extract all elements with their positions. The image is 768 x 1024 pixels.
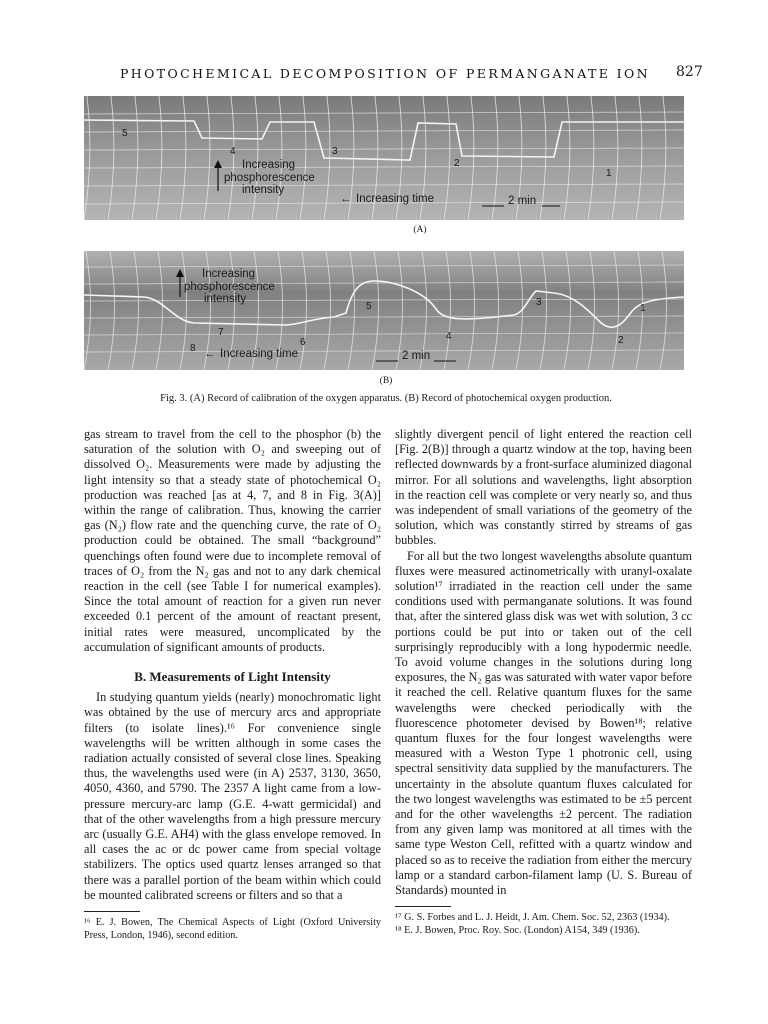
footnote-rule-left (84, 911, 140, 912)
marker-b-3: 3 (536, 297, 542, 308)
intensity-label-b-1: Increasing (202, 268, 256, 280)
intensity-label-a-2: phosphorescence (224, 172, 315, 184)
marker-b-1: 1 (640, 303, 646, 314)
footnote-17: ¹⁷ G. S. Forbes and L. J. Heidt, J. Am. Chem. Soc. 52, 2363 (1934). (395, 912, 670, 924)
running-head: PHOTOCHEMICAL DECOMPOSITION OF PERMANGANATE ION (120, 66, 650, 81)
left-paragraph-1: gas stream to travel from the cell to the phosphor (b) the saturation of the solution with O₂ and sweeping out of dissolved O₂. Measurements were made by adjusting the light intensity so that a steady state of photochemical O₂ production was reached [as at 4, 7, and 8 in Fig. 3(A)] within the range of calibration. Thus, knowing the carrier gas (N₂) flow rate and the quenching curve, the rate of O₂ production could be obtained. The small “background” quenchings often found were due to incomplete removal of traces of O₂ from the N₂ gas and not to any dark chemical reaction in the cell (see Table I for numerical examples). Since the total amount of reaction for a given run never exceeded 0.1 percent of the amount of reactant present, initial rates were measured, uncomplicated by the accumulation of significant amounts of products. (84, 427, 381, 654)
marker-b-6: 6 (300, 337, 306, 348)
left-column (84, 427, 381, 942)
intensity-label-b-3: intensity (204, 293, 247, 305)
scale-label-b: 2 min (402, 350, 431, 362)
chart-record-a (84, 96, 684, 220)
time-arrow-b: ← (204, 348, 216, 360)
left-paragraph-2: In studying quantum yields (nearly) monochromatic light was obtained by the use of mercury arcs and appropriate filters (to isolate lines).¹⁶ For convenience single wavelengths will be written although in some cases the radiation actually consisted of several close lines. Speaking thus, the wavelengths used were (in A) 2537, 3130, 3650, 4050, 4360, and 5790. The 2357 A light came from a low-pressure mercury-arc lamp (G.E. 4-watt germicidal) and that of the other wavelengths from a high pressure mercury arc (usually G.E. AH4) with the glass envelope removed. In all cases the ac or dc power came from special voltage stabilizers. The optics used quartz lenses arranged so that there was a parallel portion of the beam within which could be mounted calibrated screens or filters and so that a (84, 690, 381, 902)
marker-a-4: 4 (230, 146, 236, 157)
time-arrow-a: ← (340, 193, 352, 205)
intensity-label-a-1: Increasing (242, 159, 296, 171)
intensity-label-b-2: phosphorescence (184, 281, 275, 293)
right-paragraph-1: slightly divergent pencil of light entered the reaction cell [Fig. 2(B)] through a quartz window at the top, having been reflected downwards by a front-surface aluminized diagonal mirror. For all solutions and wavelengths, light absorption in the reaction cell was complete or very nearly so, and thus was independent of small variations of the geometry of the solution, which was constantly stirred by streams of gas bubbles. (395, 427, 692, 548)
figure-panel-b (84, 251, 684, 370)
right-paragraph-2: For all but the two longest wavelengths absolute quantum fluxes were measured actinometrically with uranyl-oxalate solution¹⁷ irradiated in the reaction cell under the same conditions used with permanganate solutions. It was found that, after the sintered glass disk was wet with solution, 3 cc portions could be put into or taken out of the cell surprisingly reproducibly with a long hypodermic needle. To avoid volume changes in the solutions during long exposures, the N₂ gas was saturated with water vapor before it reached the cell. Relative quantum fluxes for the same wavelengths were checked periodically with the fluorescence photometer devised by Bowen¹⁸; relative quantum fluxes for the four longest wavelengths were measured with a Weston Type 1 photronic cell, using spectral sensitivity data supplied by the manufacturers. The uncertainty in the absolute quantum fluxes calculated for the two longest wavelengths was estimated to be ±5 percent and for the other wavelengths ±2 percent. The radiation from any given lamp was monitored at all times with the same type Weston Cell, refitted with a quartz window and placed so as to receive the radiation from either the mercury lamp or a standard carbon-filament lamp (U. S. Bureau of Standards) mounted in (395, 548, 692, 898)
intensity-label-a-3: intensity (242, 184, 285, 196)
marker-b-4: 4 (446, 331, 452, 342)
marker-a-2: 2 (454, 158, 460, 169)
marker-b-8: 8 (190, 343, 196, 354)
figure-panel-a (84, 96, 684, 220)
right-column (395, 427, 692, 937)
marker-b-5: 5 (366, 301, 372, 312)
footnote-rule-right (395, 906, 451, 907)
time-label-a: Increasing time (356, 193, 434, 205)
marker-b-2: 2 (618, 335, 624, 346)
section-heading: B. Measurements of Light Intensity (134, 669, 331, 685)
marker-a-1: 1 (606, 168, 612, 179)
marker-b-7: 7 (218, 327, 224, 338)
footnote-16: ¹⁶ E. J. Bowen, The Chemical Aspects of Light (Oxford University Press, London, 1946), second edition. (84, 917, 381, 941)
footnote-18: ¹⁸ E. J. Bowen, Proc. Roy. Soc. (London) A154, 349 (1936). (395, 924, 640, 936)
scale-label-a: 2 min (508, 195, 537, 207)
time-label-b: Increasing time (220, 348, 298, 360)
panel-letter-a: (A) (413, 225, 427, 235)
panel-letter-b: (B) (379, 376, 393, 386)
marker-a-5: 5 (122, 128, 128, 139)
chart-record-b (84, 251, 684, 370)
figure-caption: Fig. 3. (A) Record of calibration of the oxygen apparatus. (B) Record of photochemical oxygen production. (160, 393, 612, 404)
page-number: 827 (676, 64, 703, 80)
marker-a-3: 3 (332, 146, 338, 157)
